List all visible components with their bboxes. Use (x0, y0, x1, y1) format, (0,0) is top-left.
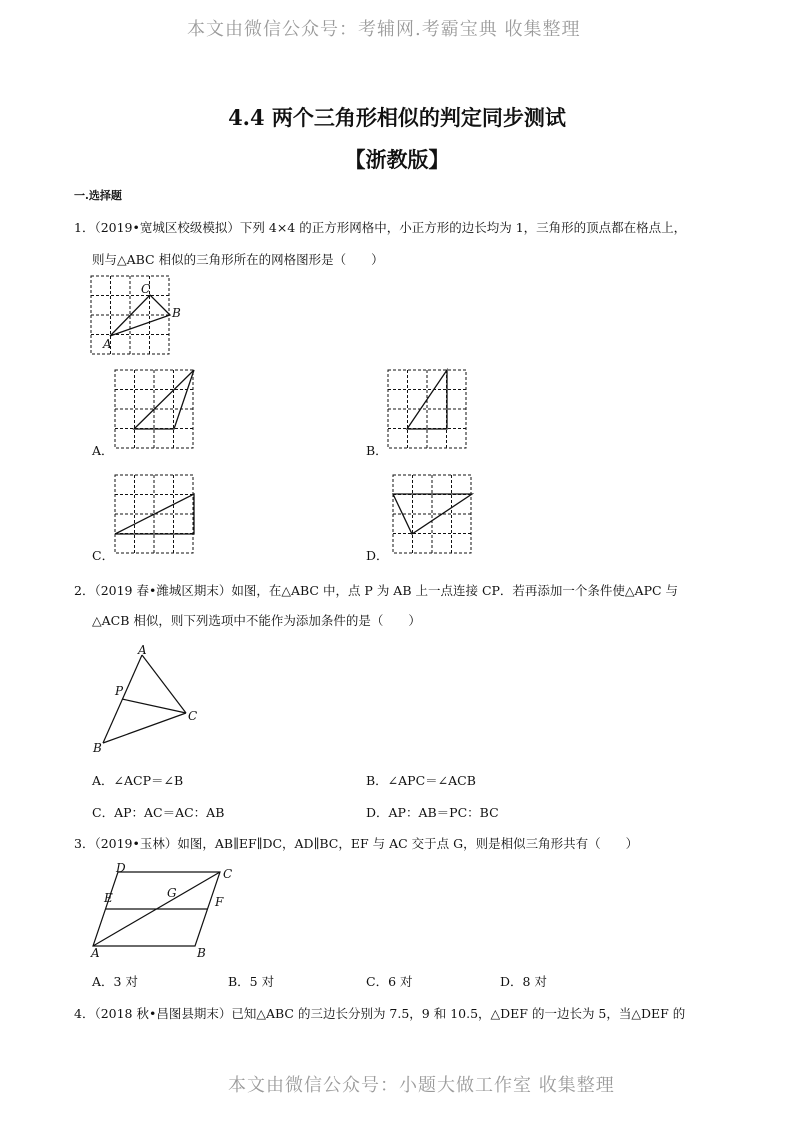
q3-option-d[interactable]: D．8 对 (500, 974, 547, 989)
q1-option-d[interactable]: D． (366, 548, 389, 563)
q2-label-c: C (188, 709, 198, 723)
q2-text-line1: 2．（2019 春•潍城区期末）如图，在△ABC 中，点 P 为 AB 上一点连接 CP．若再添加一个条件使△APC 与 (74, 583, 679, 598)
q1-option-a[interactable]: A． (92, 443, 114, 458)
watermark-top: 本文由微信公众号：考辅网.考霸宝典 收集整理 (187, 19, 581, 40)
q1-label-b: B (172, 306, 181, 320)
page-title: 4.4 两个三角形相似的判定同步测试 (228, 105, 566, 130)
q4-text-line1: 4．（2018 秋•昌图县期末）已知△ABC 的三边长分别为 7.5，9 和 10.5，△DEF 的一边长为 5，当△DEF 的 (74, 1006, 686, 1021)
q3-text-line1: 3．（2019•玉林）如图，AB∥EF∥DC，AD∥BC，EF 与 AC 交于点 G，则是相似三角形共有（ ） (74, 836, 639, 851)
section-heading: 一.选择题 (74, 189, 122, 202)
q2-label-a: A (138, 643, 147, 657)
q1-option-c[interactable]: C． (92, 548, 115, 563)
q2-label-p: P (115, 684, 124, 698)
q3-figure-parallelogram (88, 860, 248, 960)
q3-option-a[interactable]: A．3 对 (92, 974, 138, 989)
q1-option-b-grid (387, 369, 469, 451)
q2-text-line2: △ACB 相似，则下列选项中不能作为添加条件的是（ ） (92, 613, 421, 628)
q1-label-c: C (141, 282, 151, 296)
q3-label-e: E (104, 891, 113, 905)
q3-label-g: G (167, 886, 177, 900)
page-subtitle: 【浙教版】 (344, 147, 450, 172)
q2-option-b[interactable]: B．∠APC＝∠ACB (366, 773, 476, 788)
q1-option-c-grid (114, 474, 196, 556)
q3-label-d: D (116, 861, 126, 875)
q2-figure-triangle (88, 640, 208, 755)
q3-label-c: C (223, 867, 233, 881)
q3-label-b: B (197, 946, 206, 960)
q2-option-c[interactable]: C．AP：AC＝AC：AB (92, 805, 225, 820)
q1-text-line2: 则与△ABC 相似的三角形所在的网格图形是（ ） (92, 252, 384, 267)
q2-option-a[interactable]: A．∠ACP＝∠B (92, 773, 184, 788)
q3-option-c[interactable]: C．6 对 (366, 974, 413, 989)
q1-option-a-grid (114, 369, 196, 451)
watermark-bottom: 本文由微信公众号：小题大做工作室 收集整理 (228, 1075, 615, 1096)
q1-label-a: A (103, 337, 112, 351)
q3-option-b[interactable]: B．5 对 (228, 974, 275, 989)
q3-label-f: F (215, 895, 224, 909)
q2-option-d[interactable]: D．AP：AB＝PC：BC (366, 805, 499, 820)
q1-option-d-grid (392, 474, 474, 556)
q2-label-b: B (93, 741, 102, 755)
q1-figure-abc (90, 275, 181, 355)
q1-option-b[interactable]: B． (366, 443, 388, 458)
q3-label-a: A (91, 946, 100, 960)
q1-text-line1: 1．（2019•宽城区校级模拟）下列 4×4 的正方形网格中，小正方形的边长均为 1，三角形的顶点都在格点上， (74, 220, 687, 235)
